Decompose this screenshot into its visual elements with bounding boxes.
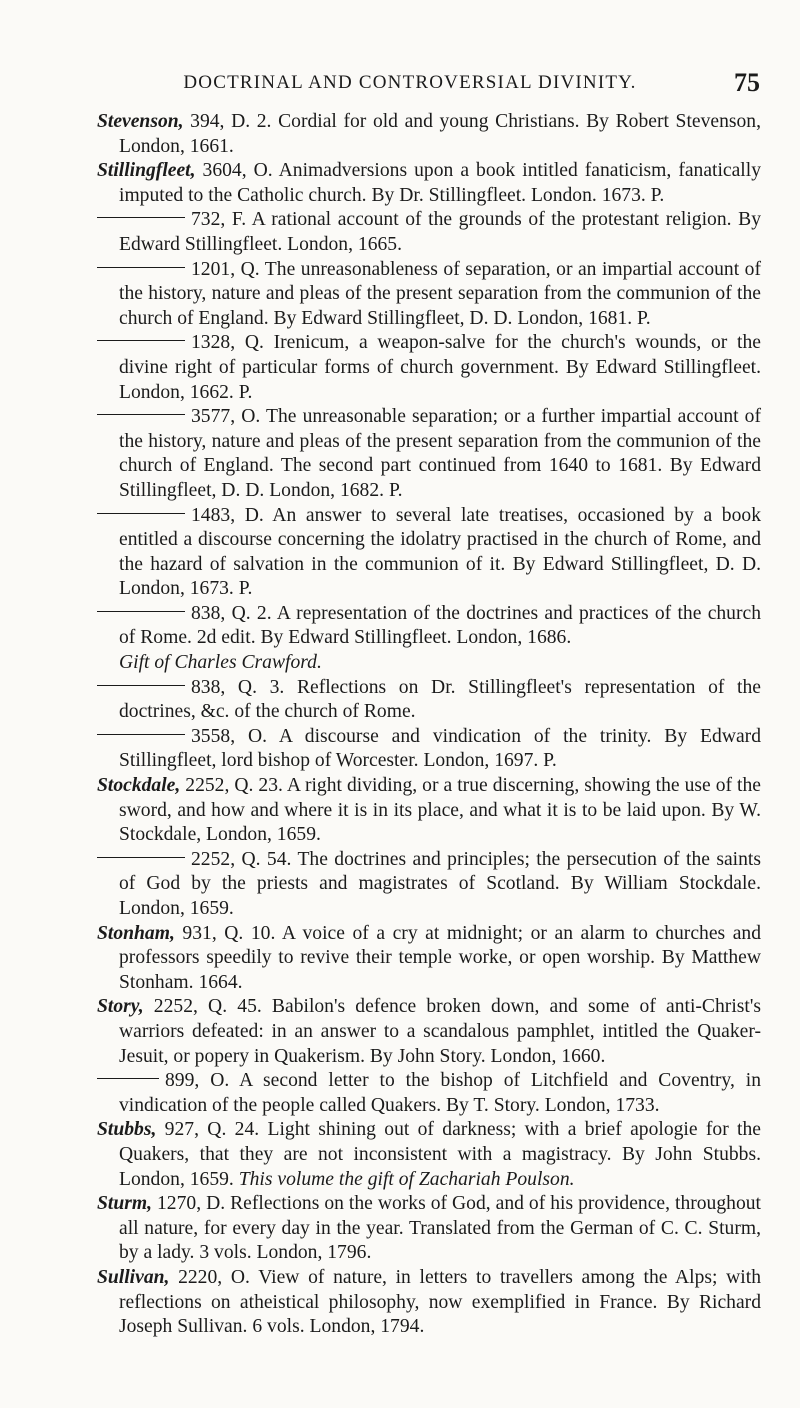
entry-author: Stockdale, xyxy=(97,775,181,797)
entry-text: 394, D. 2. Cordial for old and young Christians. By Robert Stevenson, London, 1661. xyxy=(119,111,761,157)
catalog-entry xyxy=(97,995,761,1069)
entry-text: 899, O. A second letter to the bishop of Litchfield and Coventry, in vindication of the people called Quakers. By T. Story. London, 1733. xyxy=(119,1070,761,1116)
entry-text: 2252, Q. 54. The doctrines and principles; the persecution of the saints of God by the priests and magistrates of Scotland. By William Stockdale. London, 1659. xyxy=(119,848,761,919)
entry-text: 927, Q. 24. Light shining out of darkness; with a brief apologie for the Quakers, that they are not inconsistent with a magistracy. By John Stubbs. London, 1659. xyxy=(119,1119,761,1190)
catalog-entry xyxy=(97,774,761,848)
entry-author: Stonham, xyxy=(97,922,175,944)
entry-author: Sullivan, xyxy=(97,1266,170,1288)
catalog-sub-entry xyxy=(97,602,761,676)
catalog-sub-entry xyxy=(97,676,761,725)
catalog-entry xyxy=(97,110,761,159)
catalog-entry xyxy=(97,1266,761,1340)
catalog-entry xyxy=(97,159,761,208)
catalog-sub-entry xyxy=(97,848,761,922)
entry-text: 1201, Q. The unreasonableness of separation, or an impartial account of the history, nature and pleas of the present separation from the communion of the church of England. By Edward Stillingfleet, D. D. London, 1681. P. xyxy=(119,258,761,329)
catalog-entry xyxy=(97,1192,761,1266)
entry-author: Sturm, xyxy=(97,1193,153,1215)
entry-text: 838, Q. 2. A representation of the doctrines and practices of the church of Rome. 2d edit. By Edward Stillingfleet. London, 1686. xyxy=(119,602,761,649)
entry-text: 3577, O. The unreasonable separation; or a further impartial account of the history, nature and pleas of the present separation from the communion of the church of England. The second part continued from 1640 to 1681. By Edward Stillingfleet, D. D. London, 1682. P. xyxy=(119,406,761,501)
entry-text: 2252, Q. 45. Babilon's defence broken down, and some of anti-Christ's warriors defeated: in an answer to a scandalous pamphlet, intitled the Quaker-Jesuit, or popery in Quakerism. By John Story. London, 1660. xyxy=(119,996,761,1067)
page-header xyxy=(60,68,760,98)
entry-text: 1483, D. An answer to several late treatises, occasioned by a book entitled a discourse concerning the idolatry practised in the church of Rome, and the hazard of salvation in the communion of it. By Edward Stillingfleet, D. D. London, 1673. P. xyxy=(119,504,761,600)
ditto-dash xyxy=(97,513,185,514)
entry-author: Stillingfleet, xyxy=(97,160,196,182)
ditto-dash xyxy=(97,685,185,686)
entry-text: 931, Q. 10. A voice of a cry at midnight; or an alarm to churches and professors speedily to revive their temple worke, or open worship. By Matthew Stonham. 1664. xyxy=(119,922,761,993)
ditto-dash xyxy=(97,857,185,858)
entry-text: 838, Q. 3. Reflections on Dr. Stillingfleet's representation of the doctrines, &c. of the church of Rome. xyxy=(119,676,761,723)
catalog-sub-entry xyxy=(97,331,761,405)
entry-text: 3604, O. Animadversions upon a book intitled fanaticism, fanatically imputed to the Catholic church. By Dr. Stillingfleet. London. 1673. P. xyxy=(119,160,761,206)
entry-author: Story, xyxy=(97,996,144,1018)
catalog-sub-entry xyxy=(97,1069,761,1118)
entry-author: Stevenson, xyxy=(97,111,184,132)
ditto-dash xyxy=(97,414,185,415)
catalog-entries xyxy=(97,110,761,1340)
entry-text: 2252, Q. 23. A right dividing, or a true discerning, showing the use of the sword, and how and where it is in its place, and what it is to be laid upon. By W. Stockdale, London, 1659. xyxy=(119,775,761,846)
ditto-dash xyxy=(97,267,185,268)
running-title: DOCTRINAL AND CONTROVERSIAL DIVINITY. xyxy=(183,72,637,93)
catalog-entry xyxy=(97,922,761,996)
ditto-dash xyxy=(97,1078,159,1079)
catalog-entry xyxy=(97,1118,761,1192)
entry-text: 1270, D. Reflections on the works of God, and of his providence, throughout all nature, for every day in the year. Translated from the German of C. C. Sturm, by a lady. 3 vols. London, 1796. xyxy=(119,1193,761,1264)
catalog-sub-entry xyxy=(97,258,761,332)
ditto-dash xyxy=(97,611,185,612)
catalog-sub-entry xyxy=(97,504,761,602)
entry-text: 3558, O. A discourse and vindication of the trinity. By Edward Stillingfleet, lord bishop of Worcester. London, 1697. P. xyxy=(119,725,761,772)
entry-text: 732, F. A rational account of the grounds of the protestant religion. By Edward Stillingfleet. London, 1665. xyxy=(119,209,761,255)
ditto-dash xyxy=(97,217,185,218)
entry-text: 1328, Q. Irenicum, a weapon-salve for the church's wounds, or the divine right of particular forms of church government. By Edward Stillingfleet. London, 1662. P. xyxy=(119,332,761,403)
entry-text: 2220, O. View of nature, in letters to travellers among the Alps; with reflections on atheistical philosophy, now exemplified in France. By Richard Joseph Sullivan. 6 vols. London, 1794. xyxy=(119,1266,761,1338)
entry-author: Stubbs, xyxy=(97,1119,157,1141)
ditto-dash xyxy=(97,340,185,341)
catalog-sub-entry xyxy=(97,208,761,257)
gift-note: Gift of Charles Crawford. xyxy=(119,652,322,674)
catalog-sub-entry xyxy=(97,405,761,503)
ditto-dash xyxy=(97,734,185,735)
catalog-sub-entry xyxy=(97,725,761,774)
page-number: 75 xyxy=(734,68,760,97)
gift-note: This volume the gift of Zachariah Poulson. xyxy=(238,1168,575,1190)
